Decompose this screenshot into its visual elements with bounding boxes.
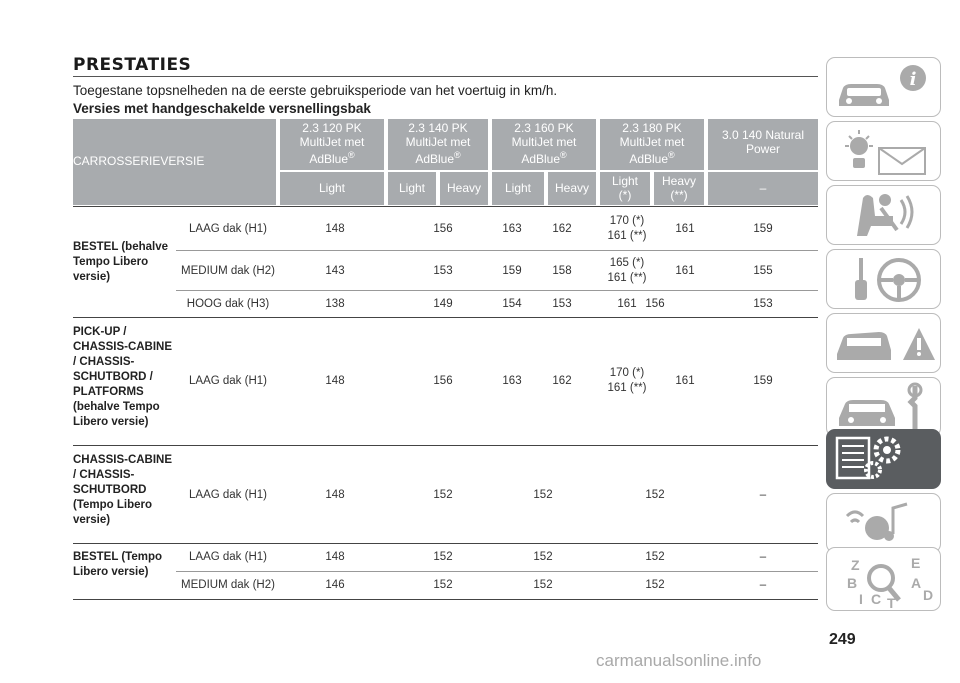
value-cell: 153 <box>433 265 453 277</box>
table-top-rule <box>73 206 818 207</box>
subheader-heavy-star: Heavy (**) <box>654 172 704 205</box>
specs-gears-icon <box>827 430 942 490</box>
value-cell: 152 <box>433 489 453 501</box>
value-cell: 152 <box>645 579 665 591</box>
value-cell: 152 <box>433 551 453 563</box>
warning-lights-mail-icon <box>827 122 942 182</box>
body-version-label: BESTEL (Tempo Libero versie) <box>73 551 163 578</box>
tab-car-info[interactable] <box>826 57 941 117</box>
header-engine-160: 2.3 160 PK MultiJet met AdBlue® <box>492 119 596 170</box>
value-cell: 156 <box>645 298 665 310</box>
roof-cell: MEDIUM dak (H2) <box>181 579 275 591</box>
value-cell: – <box>759 551 767 563</box>
value-cell: 154 <box>502 298 522 310</box>
tab-multimedia[interactable] <box>826 493 941 553</box>
watermark: carmanualsonline.info <box>596 651 762 670</box>
index-search-icon <box>827 548 942 612</box>
value-cell: – <box>759 579 767 591</box>
tab-warning-lights[interactable] <box>826 121 941 181</box>
value-cell: 146 <box>325 579 345 591</box>
group-rule <box>73 445 818 446</box>
header-engine-natural-power: 3.0 140 Natural Power <box>708 119 818 170</box>
tab-emergency[interactable] <box>826 313 941 373</box>
car-emergency-icon <box>827 314 942 374</box>
value-cell: 161 <box>675 375 695 387</box>
value-cell: 152 <box>645 551 665 563</box>
value-cell: 161 <box>617 298 637 310</box>
value-cell: 148 <box>325 375 345 387</box>
value-cell: 163 <box>502 223 522 235</box>
car-info-icon <box>827 58 942 118</box>
value-cell: 143 <box>325 265 345 277</box>
value-cell: 153 <box>753 298 773 310</box>
value-cell: 159 <box>502 265 522 277</box>
value-cell: 149 <box>433 298 453 310</box>
svg-text:T: T <box>887 595 896 611</box>
group-rule <box>73 543 818 544</box>
subheader-light-star: Light (*) <box>600 172 650 205</box>
roof-cell: LAAG dak (H1) <box>189 551 267 563</box>
value-cell: 159 <box>753 223 773 235</box>
page-number: 249 <box>829 631 856 648</box>
body-version-label: CHASSIS-CABINE / CHASSIS-SCHUTBORD (Tempo Libero versie) <box>73 454 173 526</box>
tab-specifications[interactable] <box>826 429 941 489</box>
title-rule <box>73 76 818 77</box>
row-rule <box>176 250 818 251</box>
svg-text:Z: Z <box>851 557 860 573</box>
subheader-light: Light <box>388 172 436 205</box>
value-cell: 152 <box>645 489 665 501</box>
svg-text:I: I <box>859 591 863 607</box>
group-rule <box>73 317 818 318</box>
table-bottom-rule <box>73 599 818 600</box>
header-engine-140: 2.3 140 PK MultiJet met AdBlue® <box>388 119 488 170</box>
value-cell: 155 <box>753 265 773 277</box>
roof-cell: LAAG dak (H1) <box>189 375 267 387</box>
svg-text:i: i <box>909 69 917 90</box>
value-cell: 170 (*) 161 (**) <box>607 367 647 394</box>
roof-cell: LAAG dak (H1) <box>189 489 267 501</box>
value-cell: 152 <box>533 579 553 591</box>
intro-text: Toegestane topsnelheden na de eerste gebruiksperiode van het voertuig in km/h. <box>73 83 558 98</box>
subheader-heavy: Heavy <box>440 172 488 205</box>
value-cell: 158 <box>552 265 572 277</box>
value-cell: 152 <box>433 579 453 591</box>
multimedia-icon <box>827 494 942 554</box>
value-cell: 148 <box>325 223 345 235</box>
value-cell: 152 <box>533 551 553 563</box>
svg-text:B: B <box>847 575 858 591</box>
subheader-light: Light <box>492 172 544 205</box>
subheader-heavy: Heavy <box>548 172 596 205</box>
header-body-version: CARROSSERIEVERSIE <box>73 119 276 205</box>
value-cell: 153 <box>552 298 572 310</box>
tab-index[interactable] <box>826 547 941 611</box>
page-title: PRESTATIES <box>73 55 192 75</box>
table-subheading: Versies met handgeschakelde versnellingsbak <box>73 101 371 116</box>
tab-maintenance[interactable] <box>826 377 941 437</box>
value-cell: 156 <box>433 375 453 387</box>
svg-text:C: C <box>871 591 882 607</box>
roof-cell: MEDIUM dak (H2) <box>181 265 275 277</box>
subheader-light: Light <box>280 172 384 205</box>
seat-airbag-icon <box>827 186 942 246</box>
value-cell: 170 (*) 161 (**) <box>607 215 647 242</box>
row-rule <box>176 571 818 572</box>
value-cell: 165 (*) 161 (**) <box>607 257 647 284</box>
value-cell: 152 <box>533 489 553 501</box>
svg-text:D: D <box>923 587 934 603</box>
subheader-dash: – <box>708 172 818 205</box>
row-rule <box>176 290 818 291</box>
value-cell: 138 <box>325 298 345 310</box>
value-cell: 148 <box>325 489 345 501</box>
value-cell: 148 <box>325 551 345 563</box>
header-engine-120: 2.3 120 PK MultiJet met AdBlue® <box>280 119 384 170</box>
svg-text:E: E <box>911 555 921 571</box>
value-cell: 163 <box>502 375 522 387</box>
body-version-label: PICK-UP / CHASSIS-CABINE / CHASSIS-SCHUTBORD / PLATFORMS (behalve Tempo Libero versie) <box>73 326 173 428</box>
key-steering-wheel-icon <box>827 250 942 310</box>
value-cell: 162 <box>552 223 572 235</box>
value-cell: – <box>759 489 767 501</box>
value-cell: 156 <box>433 223 453 235</box>
value-cell: 161 <box>675 223 695 235</box>
value-cell: 162 <box>552 375 572 387</box>
header-engine-180: 2.3 180 PK MultiJet met AdBlue® <box>600 119 704 170</box>
body-version-label: BESTEL (behalve Tempo Libero versie) <box>73 241 169 283</box>
roof-cell: LAAG dak (H1) <box>189 223 267 235</box>
value-cell: 161 <box>675 265 695 277</box>
tab-starting-driving[interactable] <box>826 249 941 309</box>
tab-safety[interactable] <box>826 185 941 245</box>
value-cell: 159 <box>753 375 773 387</box>
svg-text:A: A <box>911 575 922 591</box>
roof-cell: HOOG dak (H3) <box>186 298 270 310</box>
